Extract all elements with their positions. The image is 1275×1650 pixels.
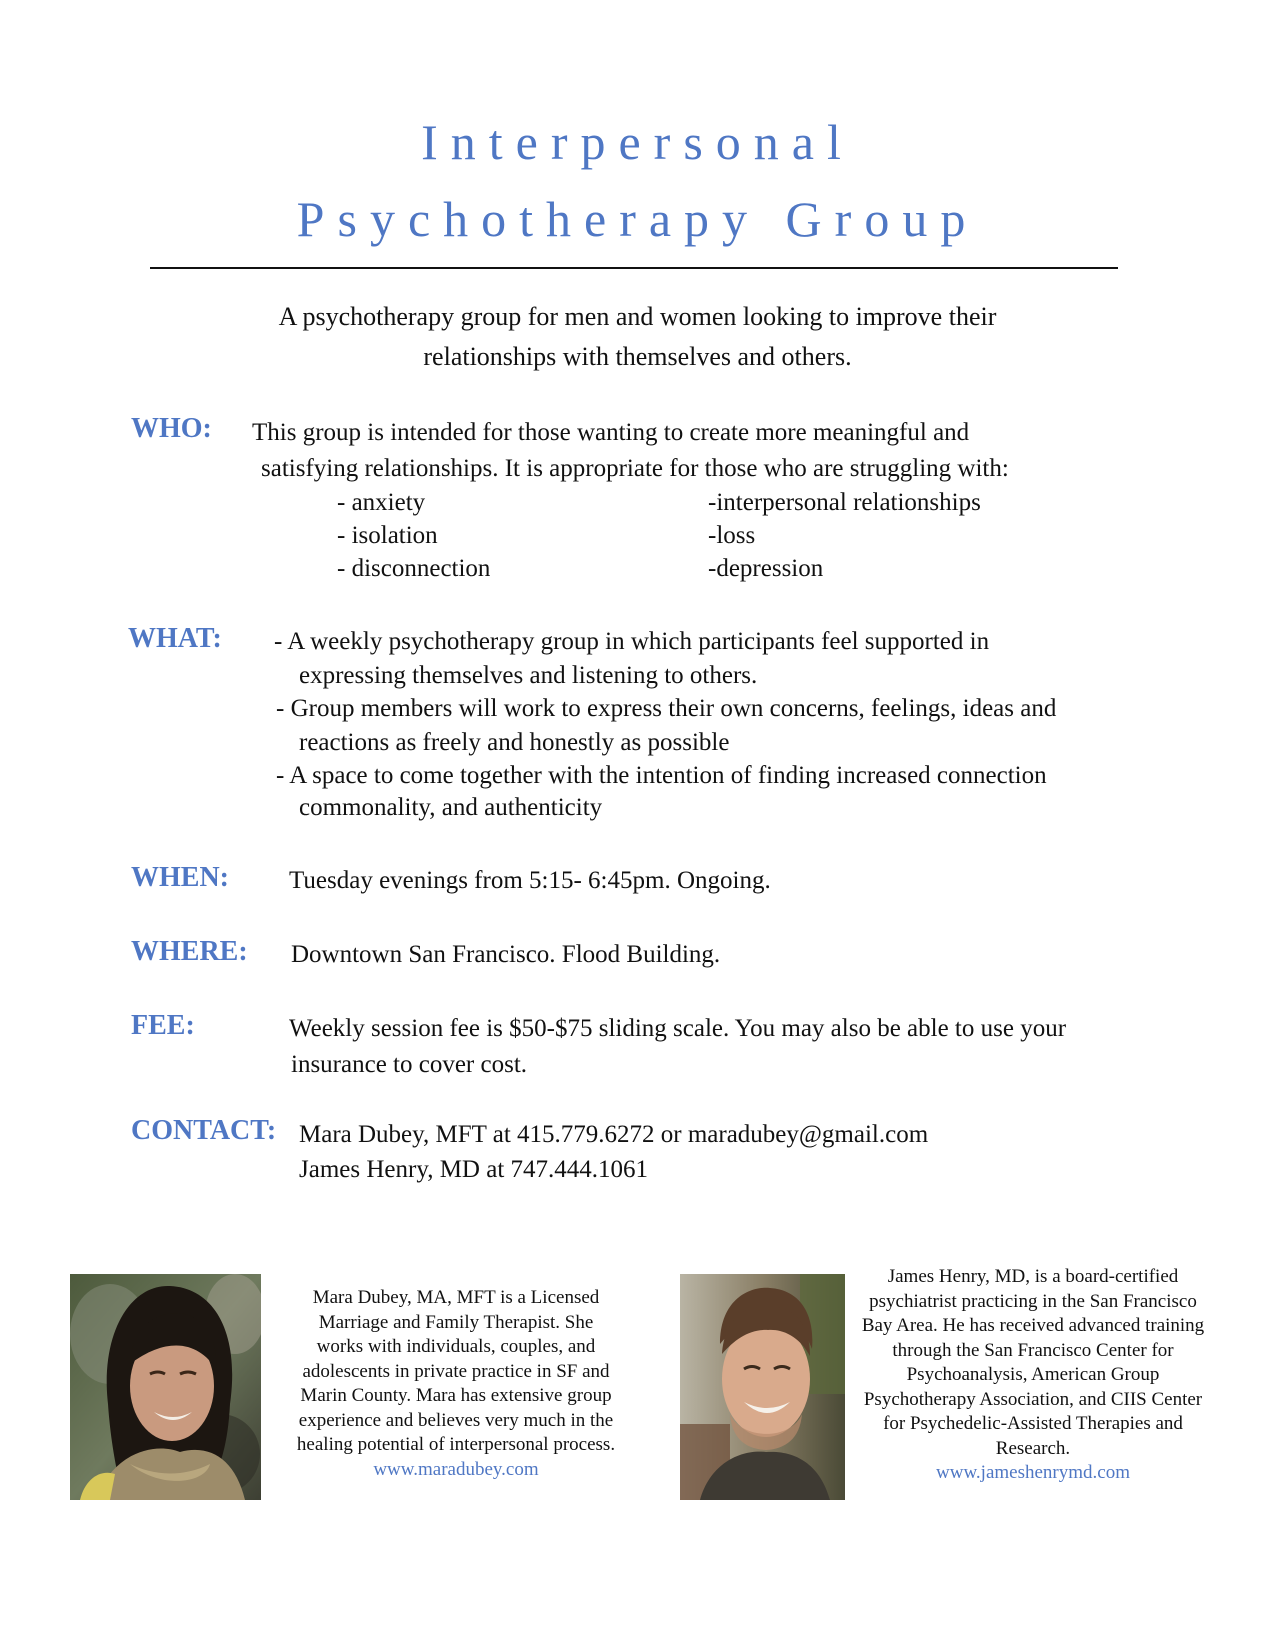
who-item-anxiety: - anxiety: [337, 489, 426, 516]
mara-portrait-image: [70, 1274, 261, 1500]
mara-bio-line: Marin County. Mara has extensive group: [300, 1385, 612, 1406]
when-text: Tuesday evenings from 5:15- 6:45pm. Ongoing.: [289, 867, 771, 894]
title-line-1: Interpersonal: [421, 114, 854, 170]
mara-bio-line: healing potential of interpersonal process.: [296, 1434, 616, 1455]
title-divider: [150, 267, 1118, 269]
mara-bio-line: adolescents in private practice in SF and: [302, 1360, 610, 1382]
james-bio-line: for Psychedelic-Assisted Therapies and: [883, 1413, 1183, 1434]
contact-label: CONTACT:: [131, 1115, 277, 1146]
what-line-4: reactions as freely and honestly as possible: [299, 729, 730, 756]
intro-line-2: relationships with themselves and others.: [423, 342, 852, 371]
title-line-2: Psychotherapy Group: [296, 191, 979, 247]
intro-line-1: A psychotherapy group for men and women looking to improve their: [278, 302, 997, 331]
mara-website-link[interactable]: www.maradubey.com: [373, 1458, 539, 1480]
james-bio-line: Research.: [995, 1437, 1071, 1459]
what-line-2: expressing themselves and listening to others.: [299, 662, 758, 689]
who-item-interpersonal: -interpersonal relationships: [708, 489, 981, 516]
who-item-depression: -depression: [708, 555, 824, 582]
contact-line-2: James Henry, MD at 747.444.1061: [299, 1156, 649, 1183]
where-text: Downtown San Francisco. Flood Building.: [291, 941, 721, 968]
james-photo: [680, 1274, 845, 1500]
mara-photo: [70, 1274, 261, 1500]
who-label: WHO:: [131, 413, 212, 444]
who-line-1: This group is intended for those wanting to create more meaningful and: [252, 419, 970, 446]
james-website-link[interactable]: www.jameshenrymd.com: [936, 1462, 1130, 1483]
james-bio-line: Psychoanalysis, American Group: [906, 1364, 1160, 1385]
mara-bio-line: Mara Dubey, MA, MFT is a Licensed: [312, 1287, 600, 1308]
who-item-loss: -loss: [708, 522, 756, 549]
fee-line-2: insurance to cover cost.: [291, 1051, 528, 1078]
mara-bio-line: works with individuals, couples, and: [316, 1336, 596, 1357]
mara-bio-line: experience and believes very much in the: [298, 1409, 614, 1431]
fee-label: FEE:: [131, 1010, 195, 1041]
james-bio-line: James Henry, MD, is a board-certified: [887, 1266, 1179, 1287]
what-line-3: - Group members will work to express their own concerns, feelings, ideas and: [276, 695, 1057, 722]
james-bio-line: Psychotherapy Association, and CIIS Center: [863, 1388, 1203, 1410]
james-bio-line: through the San Francisco Center for: [892, 1339, 1174, 1361]
fee-line-1: Weekly session fee is $50-$75 sliding scale. You may also be able to use your: [289, 1015, 1067, 1042]
where-label: WHERE:: [131, 936, 248, 967]
what-line-5: - A space to come together with the intention of finding increased connection: [276, 762, 1047, 789]
what-line-6: commonality, and authenticity: [299, 794, 603, 821]
james-bio-line: Bay Area. He has received advanced training: [861, 1315, 1205, 1336]
james-bio-line: psychiatrist practicing in the San Francisco: [869, 1290, 1197, 1312]
james-portrait-image: [680, 1274, 845, 1500]
what-line-1: - A weekly psychotherapy group in which participants feel supported in: [274, 628, 990, 655]
who-item-disconnection: - disconnection: [337, 555, 491, 582]
contact-line-1: Mara Dubey, MFT at 415.779.6272 or maradubey@gmail.com: [299, 1121, 929, 1148]
when-label: WHEN:: [131, 862, 229, 893]
who-item-isolation: - isolation: [337, 522, 438, 549]
james-bio: [828, 1265, 1238, 1486]
who-line-2: satisfying relationships. It is appropriate for those who are struggling with:: [261, 455, 1009, 482]
mara-bio: [266, 1286, 646, 1482]
mara-bio-line: Marriage and Family Therapist. She: [318, 1311, 594, 1333]
what-label: WHAT:: [128, 623, 222, 654]
